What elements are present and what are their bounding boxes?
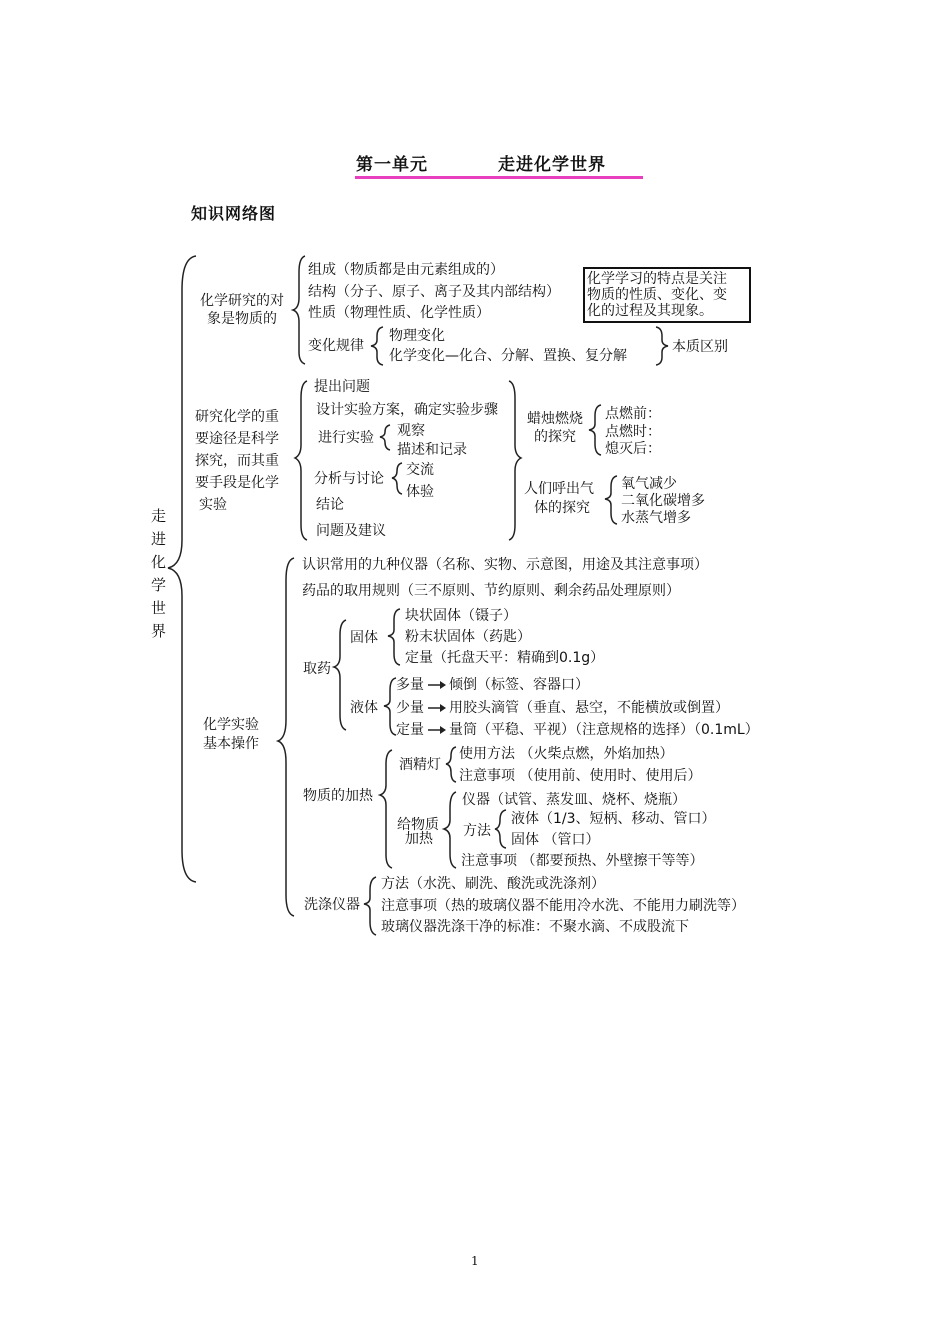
- analysis-item: 交流: [406, 462, 434, 478]
- heat-object-label-line: 给物质: [397, 817, 439, 833]
- unit-title: 走进化学世界: [498, 155, 606, 175]
- b1-item: 组成（物质都是由元素组成的）: [308, 262, 504, 278]
- heat-instruments: 仪器（试管、蒸发皿、烧杯、烧瓶）: [462, 792, 686, 808]
- b3-label-line: 基本操作: [203, 736, 259, 752]
- method-item: 固体 （管口）: [511, 832, 600, 848]
- page-number: 1: [471, 1254, 479, 1268]
- change-item: 化学变化—化合、分解、置换、复分解: [389, 348, 627, 364]
- b1-item: 变化规律: [308, 338, 364, 354]
- experiment-item: 观察: [397, 423, 425, 439]
- lamp-item: 注意事项 （使用前、使用时、使用后）: [459, 768, 702, 784]
- wash-item: 方法（水洗、刷洗、酸洗或洗涤剂）: [381, 876, 605, 892]
- b2-step: 问题及建议: [316, 523, 386, 539]
- b2-step: 设计实验方案，确定实验步骤: [316, 402, 498, 418]
- liquid-method: 倾倒（标签、容器口）: [449, 677, 589, 693]
- root-char: 进: [151, 530, 167, 548]
- unit-number: 第一单元: [356, 155, 428, 175]
- candle-label-line: 的探究: [534, 429, 576, 445]
- breath-item: 水蒸气增多: [621, 510, 691, 526]
- candle-item: 点燃时：: [605, 424, 661, 440]
- root-char: 界: [151, 622, 167, 640]
- analysis-item: 体验: [406, 484, 434, 500]
- note-line: 物质的性质、变化、变: [587, 287, 727, 303]
- b2-label-line: 实验: [199, 497, 227, 513]
- b2-step: 结论: [316, 497, 344, 513]
- b1-item: 结构（分子、原子、离子及其内部结构）: [308, 284, 560, 300]
- root-char: 走: [151, 507, 167, 525]
- wash-item: 注意事项（热的玻璃仪器不能用冷水洗、不能用力刷洗等）: [381, 898, 745, 914]
- experiment-item: 描述和记录: [397, 442, 467, 458]
- heat-notes: 注意事项 （都要预热、外壁擦干等等）: [461, 853, 704, 869]
- note-box: [583, 267, 751, 323]
- b2-step: 进行实验: [318, 430, 374, 446]
- liquid-label: 液体: [350, 700, 378, 716]
- root-char: 世: [151, 599, 167, 617]
- wash-label: 洗涤仪器: [304, 897, 360, 913]
- solid-item: 块状固体（镊子）: [405, 608, 517, 624]
- solid-item: 定量（托盘天平：精确到0.1g）: [405, 650, 605, 666]
- wash-item: 玻璃仪器洗涤干净的标准：不聚水滴、不成股流下: [381, 919, 689, 935]
- change-item: 物理变化: [389, 328, 445, 344]
- liquid-method: 用胶头滴管（垂直、悬空，不能横放或倒置）: [449, 700, 729, 716]
- b2-label-line: 要手段是化学: [195, 475, 279, 491]
- b2-label-line: 研究化学的重: [195, 409, 279, 425]
- lamp-item: 使用方法 （火柴点燃，外焰加热）: [459, 746, 674, 762]
- candle-item: 熄灭后：: [605, 441, 661, 457]
- method-label: 方法: [463, 823, 491, 839]
- section-label: 知识网络图: [191, 204, 277, 223]
- root-char: 学: [151, 576, 167, 594]
- root-char: 化: [151, 553, 167, 571]
- b2-step: 分析与讨论: [314, 471, 384, 487]
- note-line: 化的过程及其现象。: [587, 303, 713, 319]
- b2-step: 提出问题: [314, 379, 370, 395]
- liquid-amount: 少量: [396, 700, 424, 716]
- method-item: 液体（1/3、短柄、移动、管口）: [511, 811, 716, 827]
- heat-object-label-line: 加热: [405, 831, 433, 847]
- breath-item: 氧气减少: [621, 476, 677, 492]
- breath-label-line: 人们呼出气: [524, 481, 594, 497]
- candle-item: 点燃前：: [605, 406, 661, 422]
- b1-label-line: 象是物质的: [207, 311, 277, 327]
- candle-label-line: 蜡烛燃烧: [527, 411, 583, 427]
- breath-label-line: 体的探究: [534, 500, 590, 516]
- b3-instruments: 认识常用的九种仪器（名称、实物、示意图，用途及其注意事项）: [302, 557, 708, 573]
- note-line: 化学学习的特点是关注: [587, 271, 727, 287]
- essence-label: 本质区别: [672, 339, 728, 355]
- b3-rules: 药品的取用规则（三不原则、节约原则、剩余药品处理原则）: [302, 583, 680, 599]
- lamp-label: 酒精灯: [399, 757, 441, 773]
- solid-item: 粉末状固体（药匙）: [405, 629, 531, 645]
- breath-item: 二氧化碳增多: [621, 493, 705, 509]
- take-label: 取药: [303, 661, 331, 677]
- b3-label-line: 化学实验: [203, 717, 259, 733]
- b2-label-line: 探究，而其重: [195, 453, 279, 469]
- liquid-amount: 多量: [396, 677, 424, 693]
- liquid-method: 量筒（平稳、平视）（注意规格的选择）（0.1mL）: [449, 722, 759, 738]
- b2-label-line: 要途径是科学: [195, 431, 279, 447]
- heat-label: 物质的加热: [303, 788, 373, 804]
- liquid-amount: 定量: [396, 722, 424, 738]
- b1-item: 性质（物理性质、化学性质）: [308, 305, 490, 321]
- solid-label: 固体: [350, 630, 378, 646]
- b1-label-line: 化学研究的对: [200, 293, 284, 309]
